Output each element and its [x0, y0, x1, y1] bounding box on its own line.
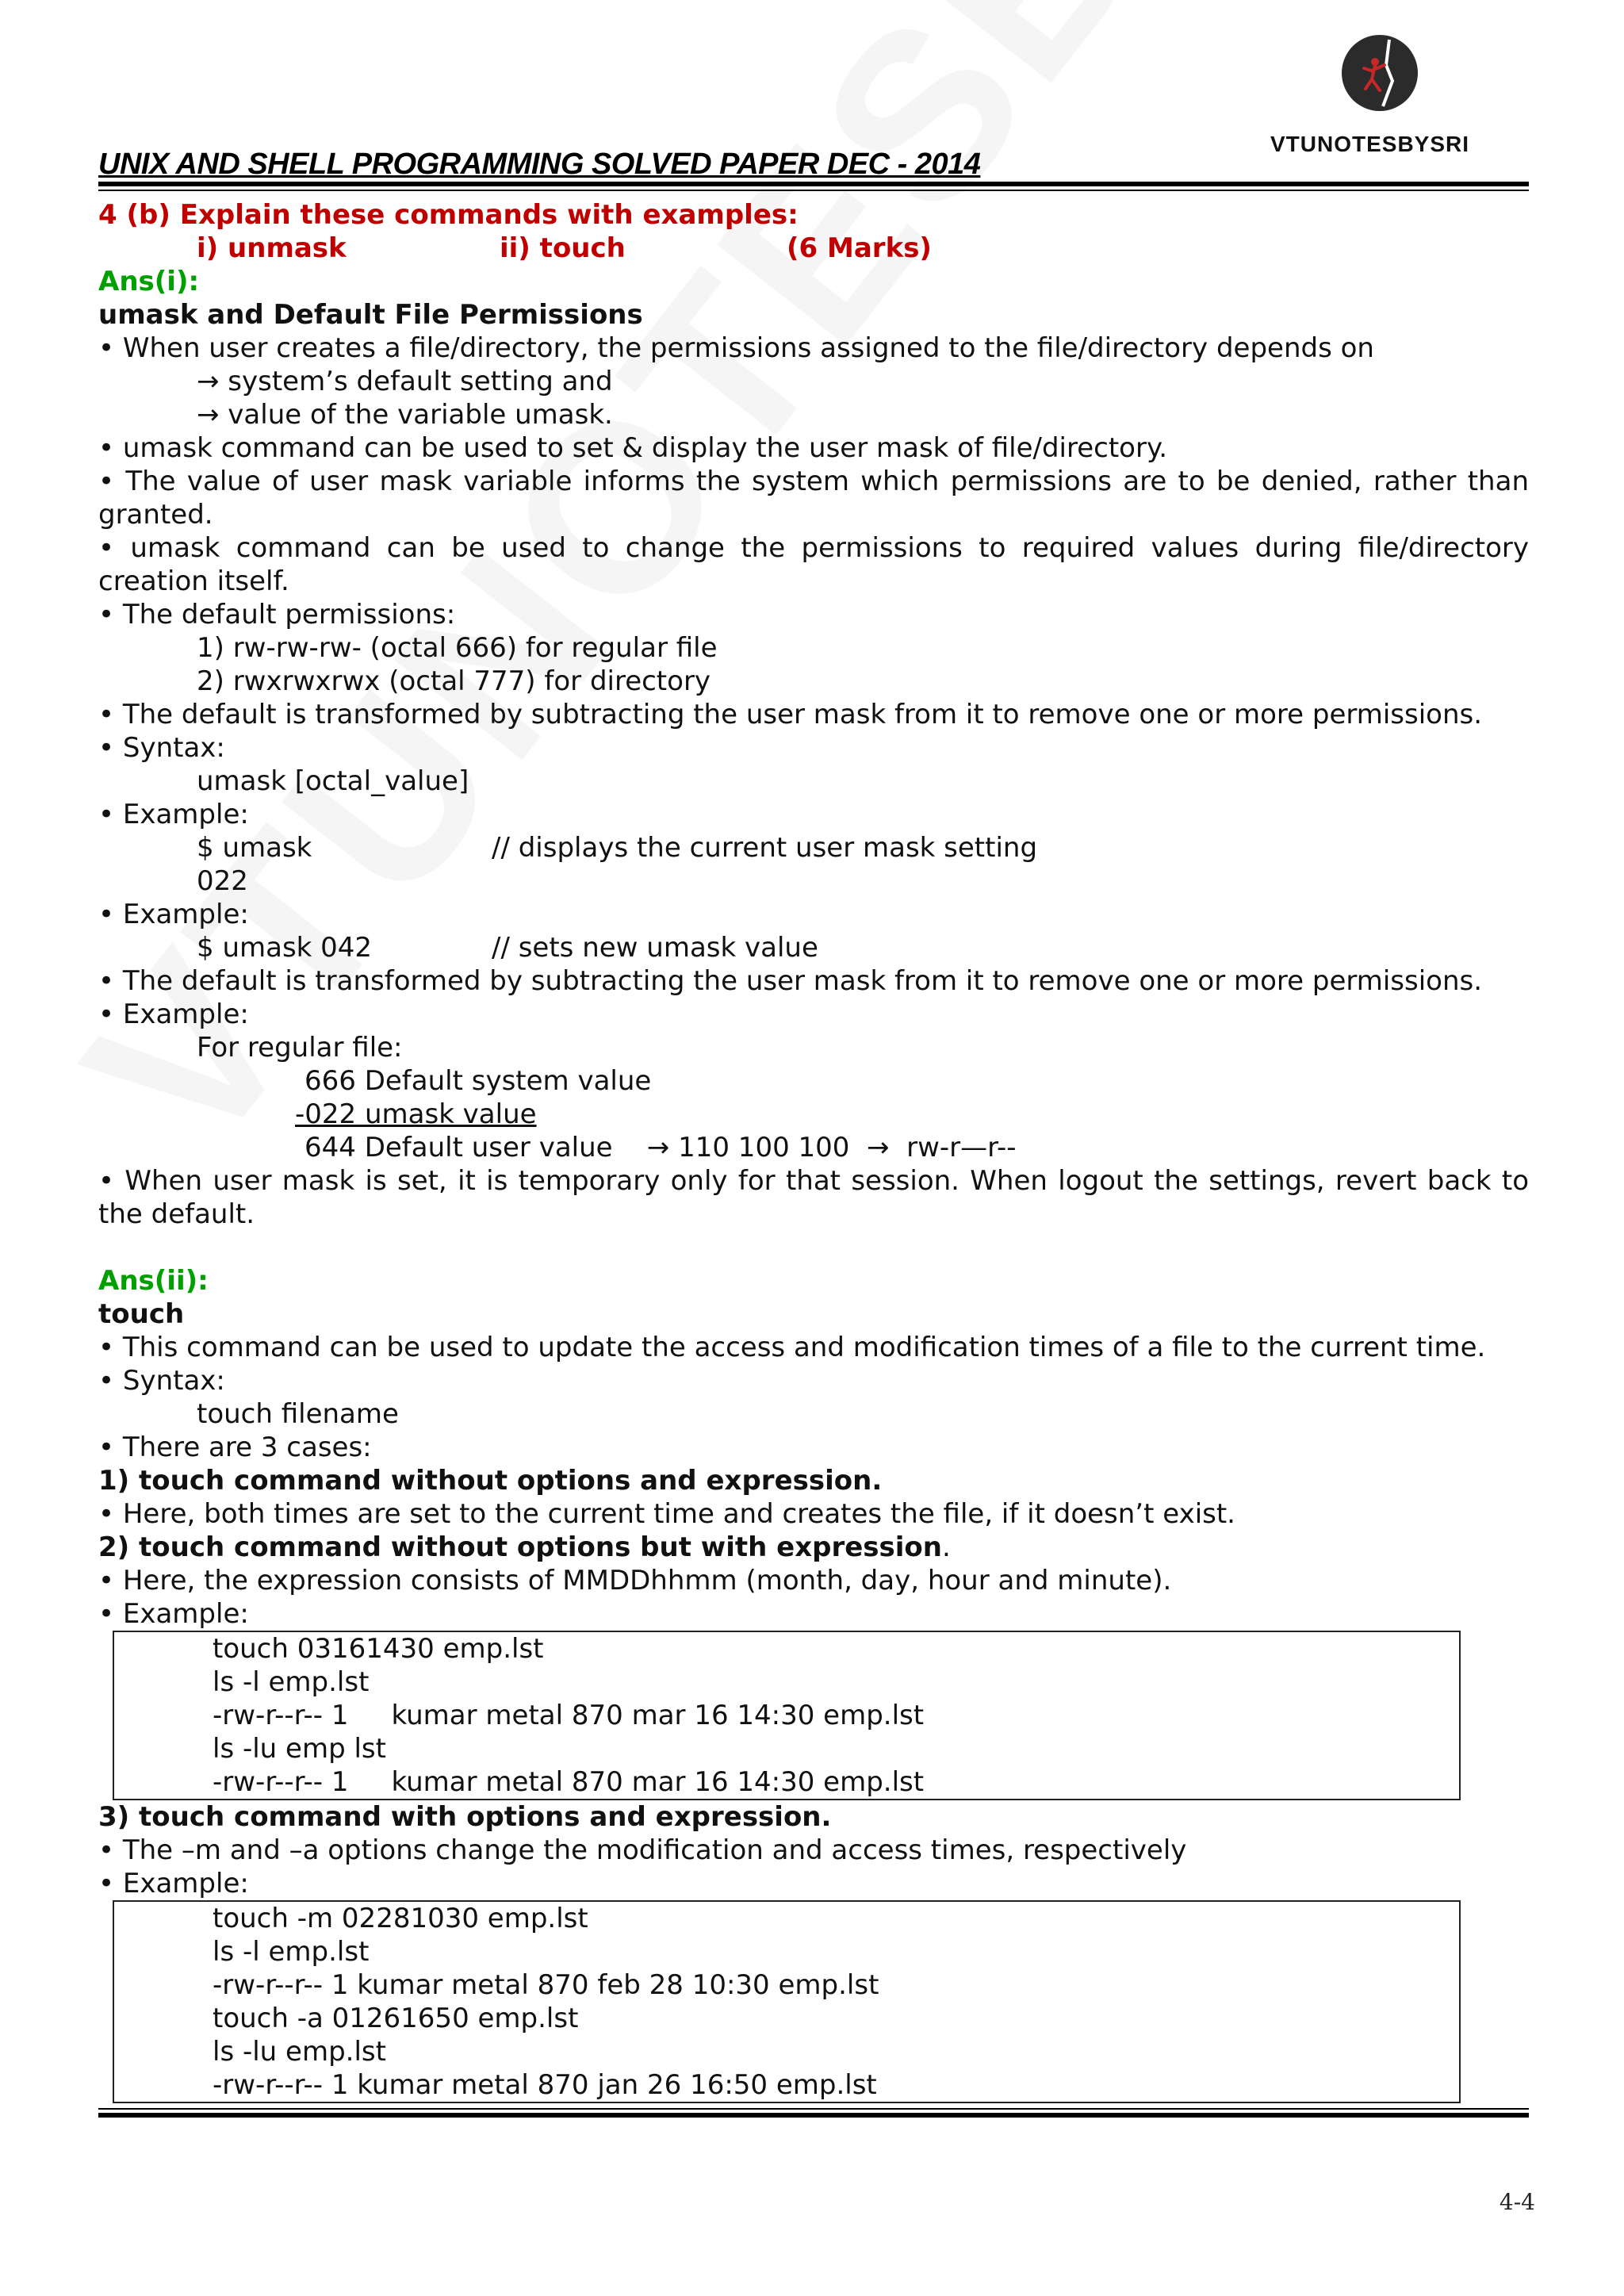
- section-title: umask and Default File Permissions: [98, 299, 643, 331]
- text-line: → system’s default setting and: [197, 366, 613, 397]
- text-line: 666 Default system value: [304, 1065, 652, 1097]
- code-line: [98, 931, 1529, 964]
- text-line: For regular file:: [197, 1032, 403, 1064]
- text-line: • This command can be used to update the access and modification times of a file to the current time.: [98, 1332, 1486, 1363]
- text-line: creation itself.: [98, 565, 289, 597]
- code-line: [98, 831, 1529, 864]
- question-part-ii: ii) touch: [500, 232, 626, 264]
- climber-logo: [1340, 33, 1419, 113]
- page-content: [98, 198, 1529, 2103]
- footer-rule: [98, 2113, 1529, 2118]
- text-line: granted.: [98, 499, 213, 531]
- header-rule: [98, 182, 1529, 186]
- code-line: 022: [197, 865, 248, 897]
- text-line: [98, 1098, 1529, 1131]
- period: .: [942, 1531, 951, 1563]
- text-line: • Here, both times are set to the current time and creates the file, if it doesn’t exist.: [98, 1498, 1235, 1530]
- case-heading: 2) touch command without options but with expression: [98, 1531, 942, 1563]
- text-line: • The value of user mask variable informs the system which permissions are to be denied, rather than: [98, 466, 1529, 497]
- answer-label: Ans(i):: [98, 266, 200, 297]
- code-line: -rw-r--r-- 1 kumar metal 870 jan 26 16:50 emp.lst: [213, 2069, 877, 2101]
- code-line: ls -lu emp.lst: [213, 2036, 386, 2068]
- code-line: ls -lu emp lst: [213, 1733, 386, 1765]
- code-line: touch 03161430 emp.lst: [213, 1633, 544, 1665]
- comment-text: // sets new umask value: [492, 932, 818, 964]
- text-line: • The –m and –a options change the modification and access times, respectively: [98, 1834, 1187, 1866]
- text-line: 2) rwxrwxrwx (octal 777) for directory: [197, 665, 711, 697]
- code-line: -rw-r--r-- 1 kumar metal 870 mar 16 14:30 emp.lst: [213, 1700, 925, 1731]
- text-line: • Here, the expression consists of MMDDhhmm (month, day, hour and minute).: [98, 1565, 1172, 1596]
- code-line: ls -l emp.lst: [213, 1666, 370, 1698]
- header-rule-thin: [98, 190, 1529, 191]
- text-line: • umask command can be used to set & display the user mask of file/directory.: [98, 432, 1168, 464]
- question-heading: 4 (b) Explain these commands with examples:: [98, 199, 799, 231]
- text-line: • Example:: [98, 1598, 249, 1630]
- question-marks: (6 Marks): [787, 232, 932, 264]
- code-box: [113, 1631, 1461, 1800]
- spacer: [98, 1231, 1529, 1264]
- comment-text: // displays the current user mask setting: [492, 832, 1038, 864]
- document-title: UNIX AND SHELL PROGRAMMING SOLVED PAPER DEC - 2014: [98, 148, 981, 181]
- text-line: • When user creates a file/directory, the permissions assigned to the file/directory depends on: [98, 332, 1374, 364]
- code-line: umask [octal_value]: [197, 765, 469, 797]
- text-line: • The default permissions:: [98, 599, 456, 631]
- text-line: • Example:: [98, 1868, 249, 1899]
- case-heading: 1) touch command without options and expression.: [98, 1465, 883, 1497]
- text-line: • Example:: [98, 899, 249, 930]
- brand-name: VTUNOTESBYSRI: [1270, 132, 1470, 156]
- text-line: • The default is transformed by subtracting the user mask from it to remove one or more permissions.: [98, 699, 1483, 730]
- case-heading-line: [98, 1531, 1529, 1564]
- text-line: → value of the variable umask.: [197, 399, 613, 431]
- text-line: • Example:: [98, 799, 249, 830]
- text-line: • Example:: [98, 999, 249, 1030]
- code-line: touch filename: [197, 1398, 399, 1430]
- section-title: touch: [98, 1298, 185, 1330]
- command-text: $ umask 042: [197, 932, 373, 964]
- text-line: 1) rw-rw-rw- (octal 666) for regular file: [197, 632, 718, 664]
- answer-label: Ans(ii):: [98, 1265, 209, 1297]
- code-line: touch -m 02281030 emp.lst: [213, 1903, 588, 1934]
- code-box: [113, 1900, 1461, 2103]
- footer-rule-thin: [98, 2108, 1529, 2110]
- code-line: -rw-r--r-- 1 kumar metal 870 mar 16 14:30 emp.lst: [213, 1766, 925, 1798]
- text-line: 644 Default user value → 110 100 100 → rw-r—r--: [304, 1132, 1017, 1163]
- question-part-i: i) unmask: [197, 232, 347, 264]
- question-parts: [98, 232, 1529, 265]
- text-line: • The default is transformed by subtracting the user mask from it to remove one or more permissions.: [98, 965, 1483, 997]
- text-line: the default.: [98, 1198, 255, 1230]
- code-line: -rw-r--r-- 1 kumar metal 870 feb 28 10:30 emp.lst: [213, 1969, 879, 2001]
- code-line: touch -a 01261650 emp.lst: [213, 2003, 579, 2034]
- text-line: • When user mask is set, it is temporary only for that session. When logout the settings, revert back to: [98, 1165, 1529, 1197]
- text-line: • There are 3 cases:: [98, 1432, 372, 1463]
- page-number: 4-4: [1499, 2189, 1535, 2215]
- text-line: • umask command can be used to change the permissions to required values during file/directory: [98, 532, 1529, 564]
- text-line: • Syntax:: [98, 1365, 225, 1397]
- case-heading: 3) touch command with options and expression.: [98, 1801, 832, 1833]
- code-line: ls -l emp.lst: [213, 1936, 370, 1968]
- text-line: • Syntax:: [98, 732, 225, 764]
- subtraction-line: -022 umask value: [295, 1098, 537, 1130]
- command-text: $ umask: [197, 832, 312, 864]
